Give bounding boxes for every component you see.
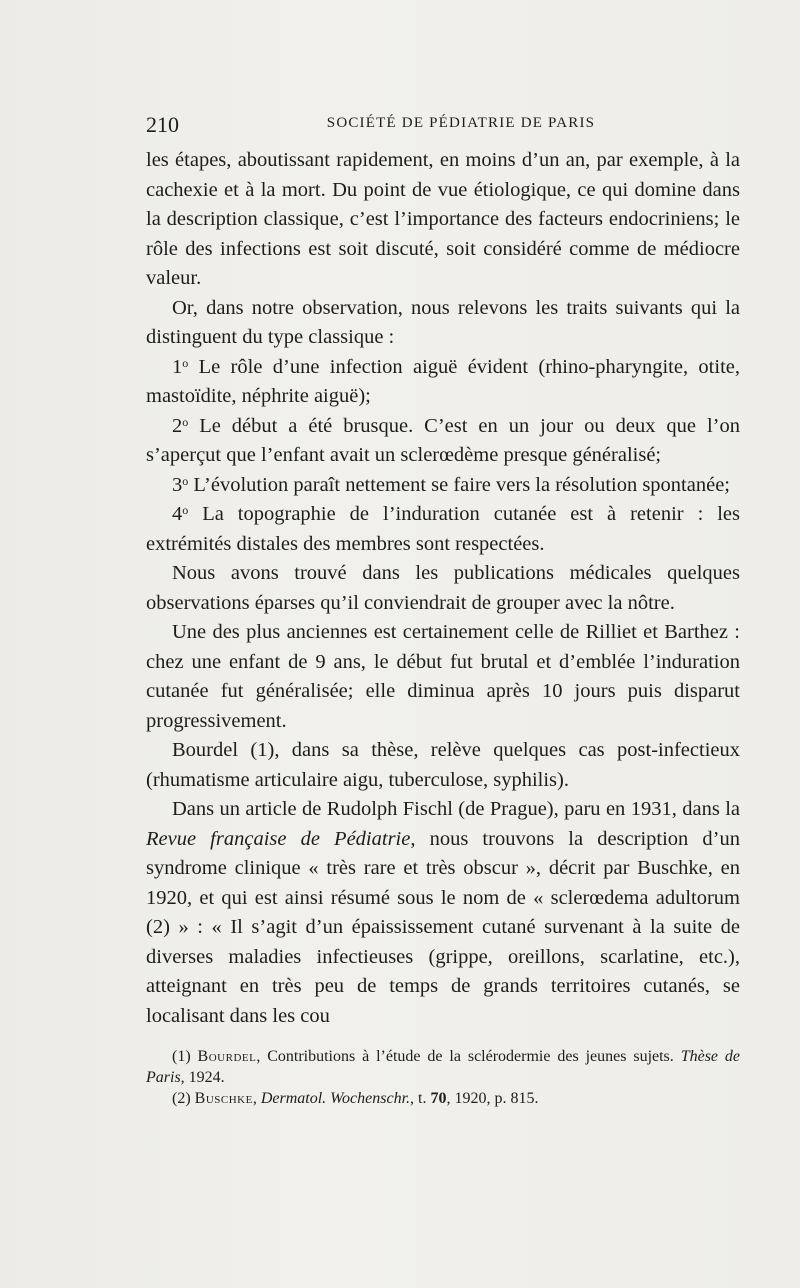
footnotes bbox=[146, 1046, 740, 1109]
footnote-journal: Dermatol. Wochenschr. bbox=[260, 1090, 411, 1107]
page-number: 210 bbox=[146, 112, 179, 137]
page-header bbox=[146, 112, 740, 140]
ordinal-mark: o bbox=[182, 414, 189, 429]
item-number: 1 bbox=[172, 355, 183, 378]
item-text: Le début a été brusque. C’est en un jour ou deux que l’on s’aperçut que l’enfant avait un sclerœdème presque généralisé; bbox=[146, 414, 740, 466]
footnote-2 bbox=[146, 1088, 740, 1109]
footnote-year: , 1924. bbox=[180, 1069, 225, 1086]
text-run: , nous trouvons la description d’un syndrome clinique « très rare et très obscur », décrit par Buschke, en 1920, et qui est ainsi résumé sous le nom de « sclerœdema adultorum (2) » : « Il s’agit d’un épaississement cutané survenant à la suite de diverses maladies infectieuses (grippe, oreillons, scarlatine, etc.), atteignant en très peu de temps de grands territoires cutanés, se localisant dans les cou bbox=[146, 827, 740, 1027]
list-item-2 bbox=[146, 412, 740, 471]
list-item-4 bbox=[146, 500, 740, 559]
body-text bbox=[146, 146, 740, 1031]
footnote-number: (2) bbox=[172, 1090, 195, 1107]
ordinal-mark: o bbox=[182, 355, 189, 370]
item-number: 3 bbox=[172, 473, 183, 496]
item-text: L’évolution paraît nettement se faire vers la résolution spontanée; bbox=[188, 473, 730, 496]
item-number: 4 bbox=[172, 503, 183, 525]
footnote-separator: , bbox=[252, 1090, 261, 1107]
paragraph-publications: Nous avons trouvé dans les publications médicales quelques observations éparses qu’il conviendrait de grouper avec la nôtre. bbox=[146, 562, 740, 614]
list-item-1 bbox=[146, 353, 740, 412]
item-number: 2 bbox=[172, 414, 183, 437]
journal-title: Revue française de Pédiatrie bbox=[146, 827, 411, 850]
footnote-1 bbox=[146, 1046, 740, 1088]
ordinal-mark: o bbox=[182, 503, 189, 517]
paragraph-observation: Or, dans notre observation, nous relevons les traits suivants qui la distinguent du type classique : bbox=[146, 296, 740, 348]
paragraph-fischl bbox=[146, 795, 740, 1031]
footnote-volume: 70 bbox=[430, 1090, 447, 1107]
paragraph-rilliet-barthez: Une des plus anciennes est certainement celle de Rilliet et Barthez : chez une enfant de 9 ans, le début fut brutal et d’emblée l’induration cutanée fut généralisée; elle diminua après 10 jours puis disparut progressivement. bbox=[146, 621, 740, 732]
footnote-source: Thèse de Paris bbox=[146, 1048, 741, 1086]
footnote-tome-label: , t. bbox=[410, 1090, 431, 1107]
text-run: Dans un article de Rudolph Fischl (de Prague), paru en 1931, dans la bbox=[172, 798, 740, 820]
item-text: La topographie de l’induration cutanée est à retenir : les extrémités distales des membres sont respectées. bbox=[146, 503, 740, 555]
item-text: Le rôle d’une infection aiguë évident (rhino-pharyngite, otite, mastoïdite, néphrite aiguë); bbox=[146, 355, 740, 407]
footnote-number: (1) bbox=[172, 1048, 198, 1065]
ordinal-mark: o bbox=[182, 473, 189, 488]
footnote-author: Bourdel bbox=[197, 1048, 257, 1065]
paragraph-continued: les étapes, aboutissant rapidement, en moins d’un an, par exemple, à la cachexie et à la mort. Du point de vue étiologique, ce qui domine dans la description classique, c’est l’importance des facteurs endocriniens; le rôle des infections est soit discuté, soit considéré comme de médiocre valeur. bbox=[146, 149, 740, 289]
footnote-text: , 1920, p. 815. bbox=[446, 1090, 539, 1107]
running-title: SOCIÉTÉ DE PÉDIATRIE DE PARIS bbox=[326, 115, 596, 131]
footnote-text: , Contributions à l’étude de la sclérodermie des jeunes sujets. bbox=[256, 1048, 681, 1065]
footnote-author: Buschke bbox=[194, 1090, 253, 1107]
paragraph-bourdel: Bourdel (1), dans sa thèse, relève quelques cas post-infectieux (rhumatisme articulaire aigu, tuberculose, syphilis). bbox=[146, 739, 740, 791]
list-item-3 bbox=[146, 471, 740, 501]
